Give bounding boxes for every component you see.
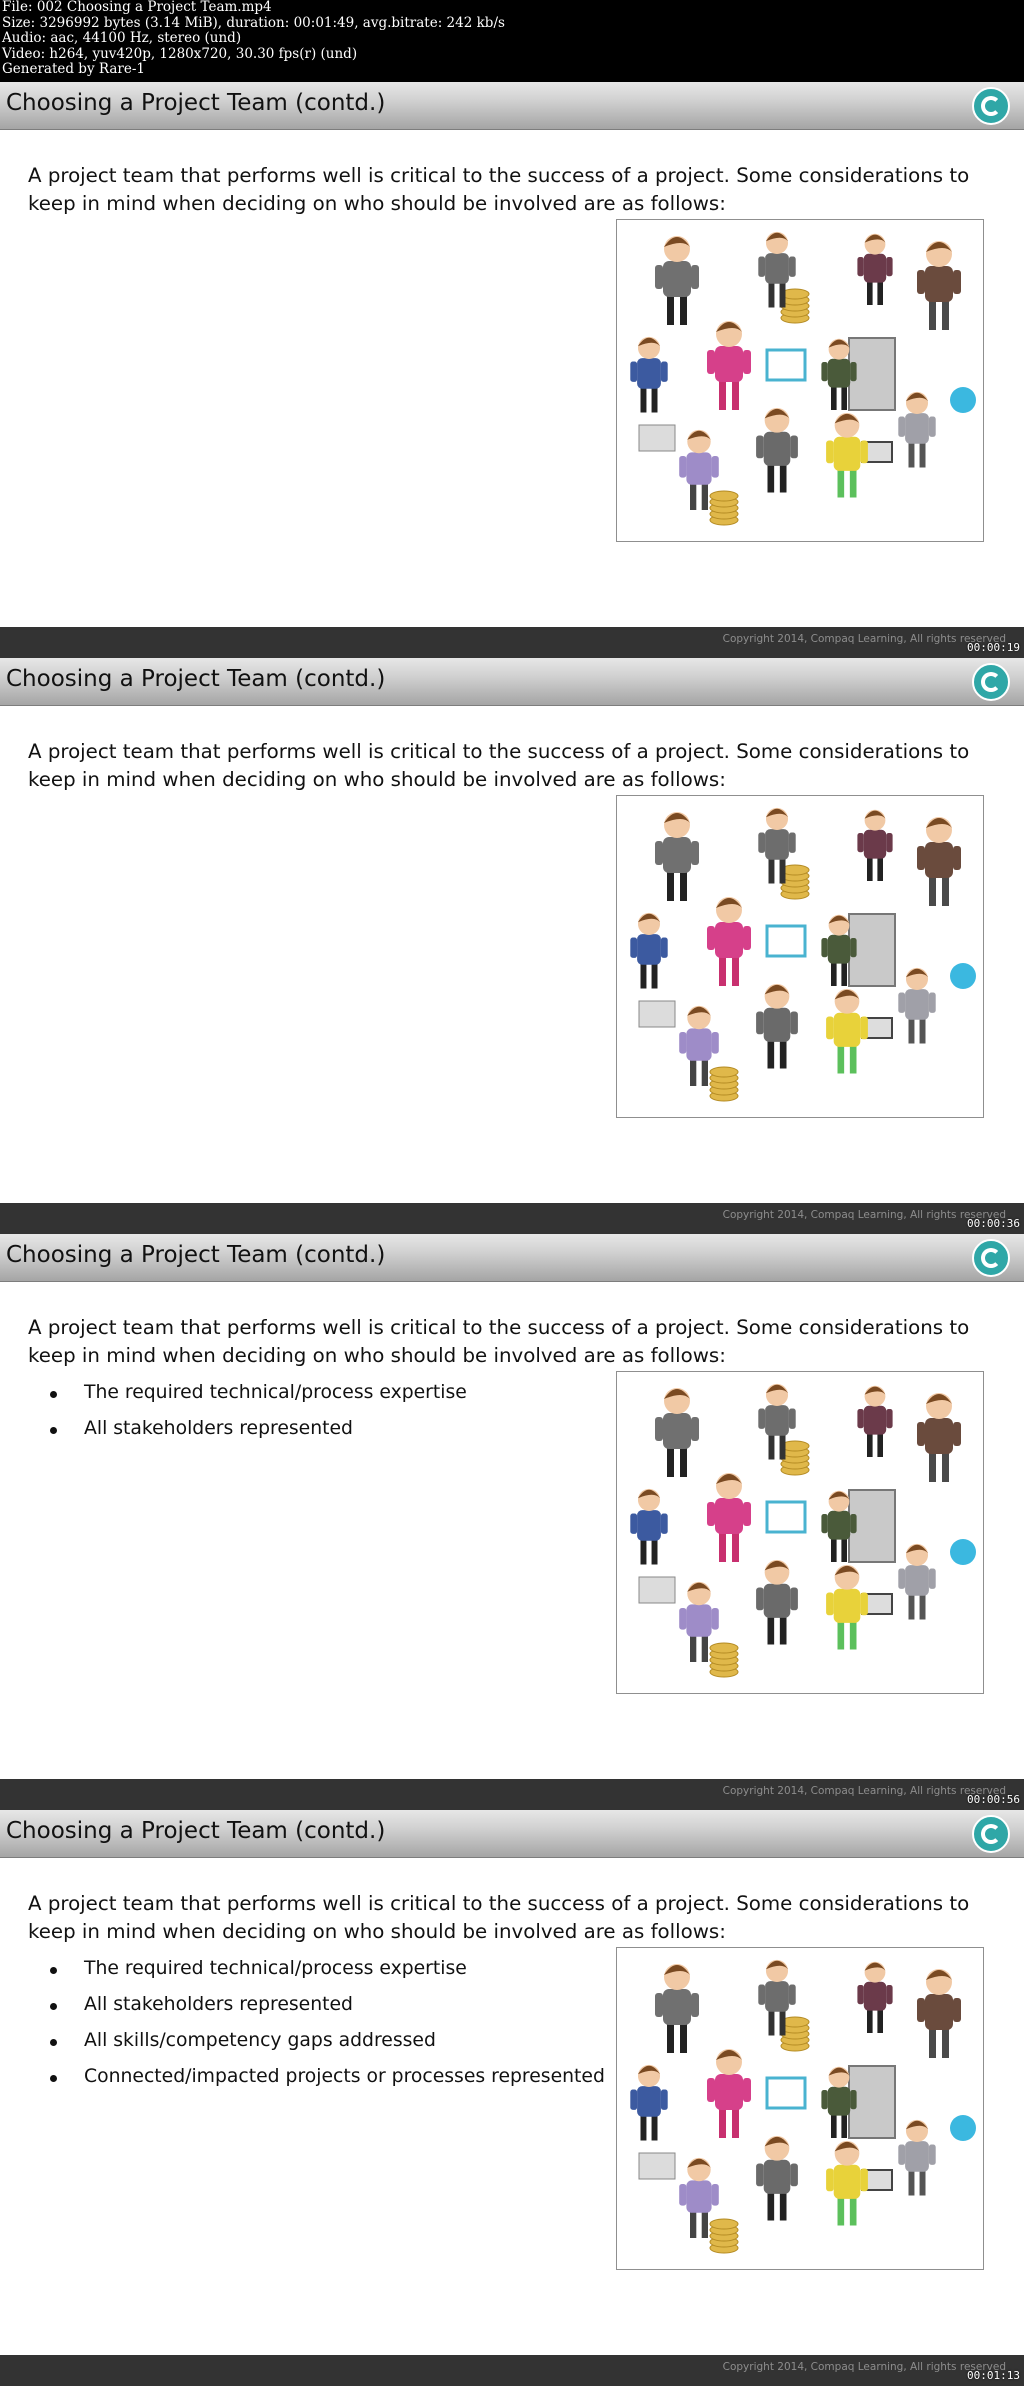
team-people-clipart-icon bbox=[617, 220, 983, 541]
c-circle-logo-icon bbox=[972, 1239, 1010, 1277]
team-people-clipart bbox=[616, 1371, 984, 1694]
slide-title: Choosing a Project Team (contd.) bbox=[6, 1242, 386, 1268]
slide-title: Choosing a Project Team (contd.) bbox=[6, 1818, 386, 1844]
bullet-text: The required technical/process expertise bbox=[84, 1958, 467, 1979]
file-info-header bbox=[0, 0, 1024, 82]
team-people-clipart-icon bbox=[617, 1372, 983, 1693]
c-circle-logo-icon bbox=[972, 1815, 1010, 1853]
file-info-line: Video: h264, yuv420p, 1280x720, 30.30 fps(r) (und) bbox=[2, 45, 358, 62]
bullet-list bbox=[50, 1375, 467, 1447]
bullet-item bbox=[50, 2059, 605, 2095]
bullet-text: The required technical/process expertise bbox=[84, 1382, 467, 1403]
slide-title-bar bbox=[0, 658, 1024, 706]
video-frame bbox=[0, 1234, 1024, 1810]
team-people-clipart-icon bbox=[617, 796, 983, 1117]
bullet-dot-icon bbox=[50, 2003, 57, 2010]
copyright-text: Copyright 2014, Compaq Learning, All rights reserved bbox=[722, 1785, 1006, 1797]
c-circle-logo-icon bbox=[972, 87, 1010, 125]
bullet-dot-icon bbox=[50, 1391, 57, 1398]
bullet-text: Connected/impacted projects or processes represented bbox=[84, 2066, 605, 2087]
bullet-dot-icon bbox=[50, 2039, 57, 2046]
slide-title-bar bbox=[0, 82, 1024, 130]
bullet-dot-icon bbox=[50, 1967, 57, 1974]
slide-footer bbox=[0, 2355, 1024, 2386]
intro-text: A project team that performs well is critical to the success of a project. Some considerations to keep in mind when deciding on who should be involved are as follows: bbox=[28, 1316, 970, 1367]
slide-title: Choosing a Project Team (contd.) bbox=[6, 90, 386, 116]
bullet-item bbox=[50, 2023, 605, 2059]
video-frame bbox=[0, 658, 1024, 1234]
team-people-clipart bbox=[616, 795, 984, 1118]
copyright-text: Copyright 2014, Compaq Learning, All rights reserved bbox=[722, 2361, 1006, 2373]
team-people-clipart bbox=[616, 219, 984, 542]
timestamp: 00:00:36 bbox=[967, 1217, 1020, 1230]
video-frame bbox=[0, 1810, 1024, 2386]
bullet-item bbox=[50, 1375, 467, 1411]
bullet-text: All stakeholders represented bbox=[84, 1994, 353, 2015]
bullet-dot-icon bbox=[50, 1427, 57, 1434]
bullet-text: All stakeholders represented bbox=[84, 1418, 353, 1439]
timestamp: 00:00:56 bbox=[967, 1793, 1020, 1806]
intro-text: A project team that performs well is critical to the success of a project. Some considerations to keep in mind when deciding on who should be involved are as follows: bbox=[28, 740, 970, 791]
timestamp: 00:00:19 bbox=[967, 641, 1020, 654]
c-circle-logo-icon bbox=[972, 663, 1010, 701]
intro-text: A project team that performs well is critical to the success of a project. Some considerations to keep in mind when deciding on who should be involved are as follows: bbox=[28, 1892, 970, 1943]
file-info-line: Audio: aac, 44100 Hz, stereo (und) bbox=[2, 30, 242, 47]
bullet-list bbox=[50, 1951, 605, 2095]
slide-title: Choosing a Project Team (contd.) bbox=[6, 666, 386, 692]
bullet-item bbox=[50, 1951, 605, 1987]
team-people-clipart bbox=[616, 1947, 984, 2270]
slide-footer bbox=[0, 627, 1024, 658]
slide-footer bbox=[0, 1203, 1024, 1234]
intro-text: A project team that performs well is critical to the success of a project. Some considerations to keep in mind when deciding on who should be involved are as follows: bbox=[28, 164, 970, 215]
slide-title-bar bbox=[0, 1234, 1024, 1282]
copyright-text: Copyright 2014, Compaq Learning, All rights reserved bbox=[722, 633, 1006, 645]
bullet-text: All skills/competency gaps addressed bbox=[84, 2030, 436, 2051]
team-people-clipart-icon bbox=[617, 1948, 983, 2269]
file-info-line: Size: 3296992 bytes (3.14 MiB), duration: 00:01:49, avg.bitrate: 242 kb/s bbox=[2, 14, 505, 31]
copyright-text: Copyright 2014, Compaq Learning, All rights reserved bbox=[722, 1209, 1006, 1221]
bullet-dot-icon bbox=[50, 2075, 57, 2082]
slide-title-bar bbox=[0, 1810, 1024, 1858]
file-info-line: Generated by Rare-1 bbox=[2, 61, 145, 78]
file-info-line: File: 002 Choosing a Project Team.mp4 bbox=[2, 0, 272, 15]
bullet-item bbox=[50, 1411, 467, 1447]
bullet-item bbox=[50, 1987, 605, 2023]
video-frame bbox=[0, 82, 1024, 658]
timestamp: 00:01:13 bbox=[967, 2369, 1020, 2382]
slide-footer bbox=[0, 1779, 1024, 1810]
